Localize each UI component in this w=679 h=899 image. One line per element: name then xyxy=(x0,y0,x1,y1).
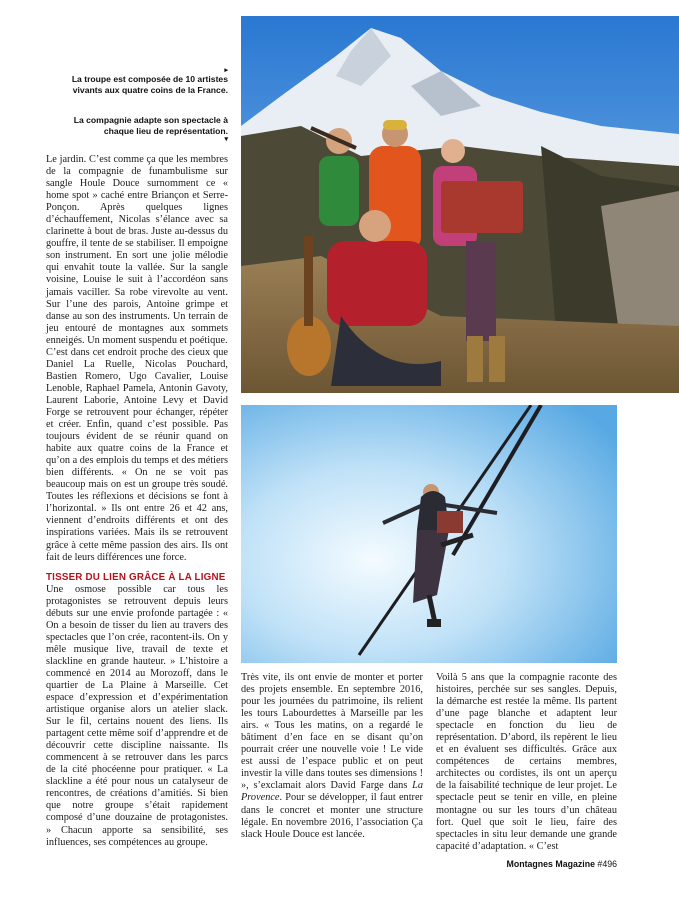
paragraph-part: Très vite, ils ont envie de monter et porter des projets ensemble. En septembre 2016, pour les journées du patrimoine, ils relient les tours Labourdettes à Marseille par les airs. « Tous les matins, on a regardé le bâtiment d’en face en se disant qu’on pourrait créer une nouvelle voie ! Le vide est aussi de l’espace public et on peut investir la ville dans toutes ses dimensions ! », s’exclamait alors David Farge dans xyxy=(241,672,423,792)
group-photo xyxy=(241,16,679,393)
issue-number: #496 xyxy=(597,859,617,869)
paragraph-part: . Pour se développer, il faut entrer dans le concret et monter une structure légale. En novembre 2016, l’association Ça slack Houle Douce est lancée. xyxy=(241,792,423,840)
group-photo-illustration xyxy=(241,16,679,393)
paragraph: C’est dans cet endroit proche des cieux que Daniel La Ruelle, Nicolas Pouchard, Bastien Romero, Ugo Cavalier, Louise Lenoble, Raphael Pamela, Antonin Gavoty, Laurent Laborie, Antoine Levy et David Forge se retrouvent pour échanger, répéter et créer. Enfin, quand c’est possible. Pas toujours évident de se réunir quand on habite aux quatre coins de la France et qu’on a des emplois du temps et des métiers bien différents. « On ne se voit pas beaucoup mais on est un groupe très soudé. Toutes les réflexions et décisions se font à l’horizontal. » Ils ont entre 26 et 42 ans, viennent d’endroits différents et ont des inspirations variées. Mais ils se retrouvent grâce à cette même passion des airs. Ils ont fait de leurs différences une force. xyxy=(46,346,228,563)
page-footer xyxy=(0,859,617,869)
section-heading: TISSER DU LIEN GRÂCE À LA LIGNE xyxy=(46,571,226,583)
caption-adapt-text: La compagnie adapte son spectacle à chaque lieu de représentation. xyxy=(73,115,228,136)
magazine-name: Montagnes Magazine xyxy=(506,859,595,869)
slackline-photo-illustration xyxy=(241,405,617,663)
slackline-photo xyxy=(241,405,617,663)
publication-name: La Provence xyxy=(241,780,423,804)
article-column-3 xyxy=(436,672,617,853)
article-column-1 xyxy=(46,154,228,849)
paragraph: Voilà 5 ans que la compagnie raconte des histoires, perchée sur ses sangles. Depuis, la démarche est restée la même. Ils partent d’une page blanche et adaptent leur spectacle en fonction du lieu de représentation. D’abord, ils repèrent le lieu et en évaluent ses difficultés. Grâce aux compétences de certains membres, architectes ou cordistes, ils ont un aperçu de la faisabilité technique de leur projet. Le spectacle peut se tenir en ville, en pleine montagne ou sur les tours d’un château fort. Quel que soit le lieu, faire des spectacles in situ leur demande une grande capacité d’adaptation. « C’est xyxy=(436,672,617,852)
caption-troupe-text: La troupe est composée de 10 artistes vivants aux quatre coins de la France. xyxy=(71,74,228,95)
caption-arrow-down-icon: ▾ xyxy=(224,136,228,143)
article-column-2 xyxy=(241,672,423,841)
paragraph: Une osmose possible car tous les protagonistes se retrouvent depuis leurs débuts sur une envie profonde partagée : « On a besoin de tisser du lien au travers des spectacles que l’on crée, racontent-ils. On y mêle musique live, travail de texte et slackline en grande hauteur. » L’histoire a commencé en 2014 au Morozoff, dans le quartier de La Plaine à Marseille. Cet espace d’expression et d’expérimentation artistique organise alors un atelier slack. Sur le fil, certains nouent des liens. Ils partagent cette même soif d’apprendre et de découvrir cette discipline naissante. Ils commencent à se retrouver dans les parcs de la cité phocéenne pour pratiquer. « La slackline a été pour nous un catalyseur de rencontres, de créations d’amitiés. Si bien que notre groupe s’était rapidement composé d’une douzaine de protagonistes. » Chacun apporte sa sensibilité, ses influences, ses compétences au groupe. xyxy=(46,583,228,848)
paragraph xyxy=(241,672,423,841)
caption-adapt xyxy=(58,115,228,143)
paragraph: Le jardin. C’est comme ça que les membres de la compagnie de funambulisme sur sangle Houle Douce surnomment ce « home spot » caché entre Briançon et Serre-Ponçon. Après quelques lignes d’échauffement, Nicolas s’élance avec sa clarinette à bout de bras. Juste au-dessus du gouffre, il tente de se stabiliser. Il empoigne son instrument. En sort une jolie mélodie qui envahit toute la vallée. Sur la sangle voisine, Louise le suit à l’accordéon sans jamais vaciller. Sa robe virevolte au vent. Sur l’une des parois, Antoine grimpe et danse au son des instruments. Un terrain de jeu entouré de montagnes aux sommets enneigés. Un moment suspendu et poétique. xyxy=(46,154,228,346)
caption-troupe xyxy=(58,67,228,95)
caption-arrow-icon: ▸ xyxy=(224,67,228,74)
